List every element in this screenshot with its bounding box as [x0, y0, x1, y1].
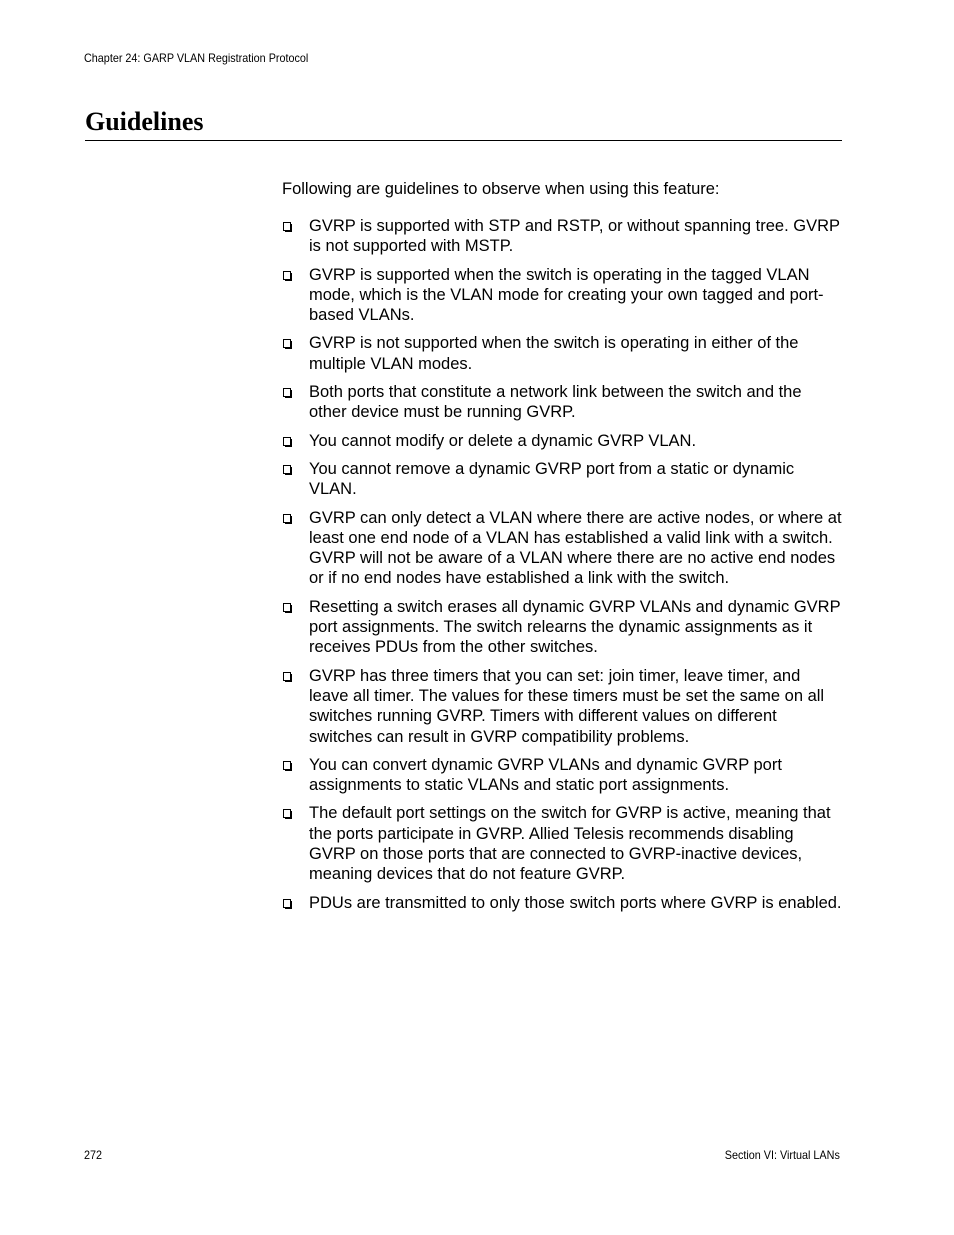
- list-item-text: Resetting a switch erases all dynamic GVRP VLANs and dynamic GVRP port assignments. The switch relearns the dynamic assignments as it receives PDUs from the other switches.: [309, 597, 841, 657]
- list-item-text: GVRP is supported when the switch is operating in the tagged VLAN mode, which is the VLAN mode for creating your own tagged and port-based VLANs.: [309, 265, 824, 325]
- checkbox-bullet-icon: [283, 222, 291, 231]
- running-header-chapter: Chapter 24: GARP VLAN Registration Protocol: [84, 51, 309, 65]
- list-item: [281, 803, 843, 884]
- list-item: [281, 666, 843, 747]
- list-item: [281, 893, 843, 913]
- checkbox-bullet-icon: [283, 437, 291, 446]
- section-title: Guidelines: [85, 107, 204, 136]
- list-item: [281, 508, 843, 589]
- list-item-text: GVRP is supported with STP and RSTP, or without spanning tree. GVRP is not supported with MSTP.: [309, 217, 840, 256]
- list-item-text: Both ports that constitute a network link between the switch and the other device must be running GVRP.: [309, 383, 802, 422]
- list-item: [281, 265, 843, 326]
- list-item-text: GVRP is not supported when the switch is operating in either of the multiple VLAN modes.: [309, 334, 799, 373]
- list-item: [281, 216, 843, 257]
- list-item: [281, 382, 843, 423]
- page-number: 272: [84, 1148, 103, 1162]
- checkbox-bullet-icon: [283, 339, 291, 348]
- checkbox-bullet-icon: [283, 388, 291, 397]
- list-item-text: GVRP can only detect a VLAN where there are active nodes, or where at least one end node of a VLAN has established a valid link with a switch. GVRP will not be aware of a VLAN where there are no active end nodes or if no end nodes have established a link with the switch.: [309, 508, 842, 588]
- intro-paragraph: Following are guidelines to observe when using this feature:: [282, 180, 720, 198]
- list-item: [281, 459, 843, 500]
- list-item-text: PDUs are transmitted to only those switch ports where GVRP is enabled.: [309, 893, 842, 912]
- list-item-text: You can convert dynamic GVRP VLANs and dynamic GVRP port assignments to static VLANs and static port assignments.: [309, 755, 782, 795]
- list-item: [281, 755, 843, 796]
- checkbox-bullet-icon: [283, 761, 291, 770]
- list-item: [281, 333, 843, 374]
- checkbox-bullet-icon: [283, 271, 291, 280]
- checkbox-bullet-icon: [283, 809, 291, 818]
- list-item-text: The default port settings on the switch for GVRP is active, meaning that the ports participate in GVRP. Allied Telesis recommends disabling GVRP on those ports that are connected to GVRP-inactive devices, meaning devices that do not feature GVRP.: [309, 804, 831, 884]
- list-item-text: GVRP has three timers that you can set: join timer, leave timer, and leave all timer. The values for these timers must be set the same on all switches running GVRP. Timers with different values on different switches can result in GVRP compatibility problems.: [309, 666, 825, 746]
- checkbox-bullet-icon: [283, 672, 291, 681]
- guidelines-list: [281, 216, 843, 921]
- list-item: [281, 431, 843, 451]
- list-item-text: You cannot remove a dynamic GVRP port from a static or dynamic VLAN.: [309, 459, 795, 499]
- checkbox-bullet-icon: [283, 899, 291, 908]
- checkbox-bullet-icon: [283, 514, 291, 523]
- list-item: [281, 597, 843, 658]
- checkbox-bullet-icon: [283, 603, 291, 612]
- title-divider: [85, 140, 842, 141]
- list-item-text: You cannot modify or delete a dynamic GVRP VLAN.: [309, 431, 697, 450]
- footer-section-title: Section VI: Virtual LANs: [724, 1148, 840, 1162]
- checkbox-bullet-icon: [283, 465, 291, 474]
